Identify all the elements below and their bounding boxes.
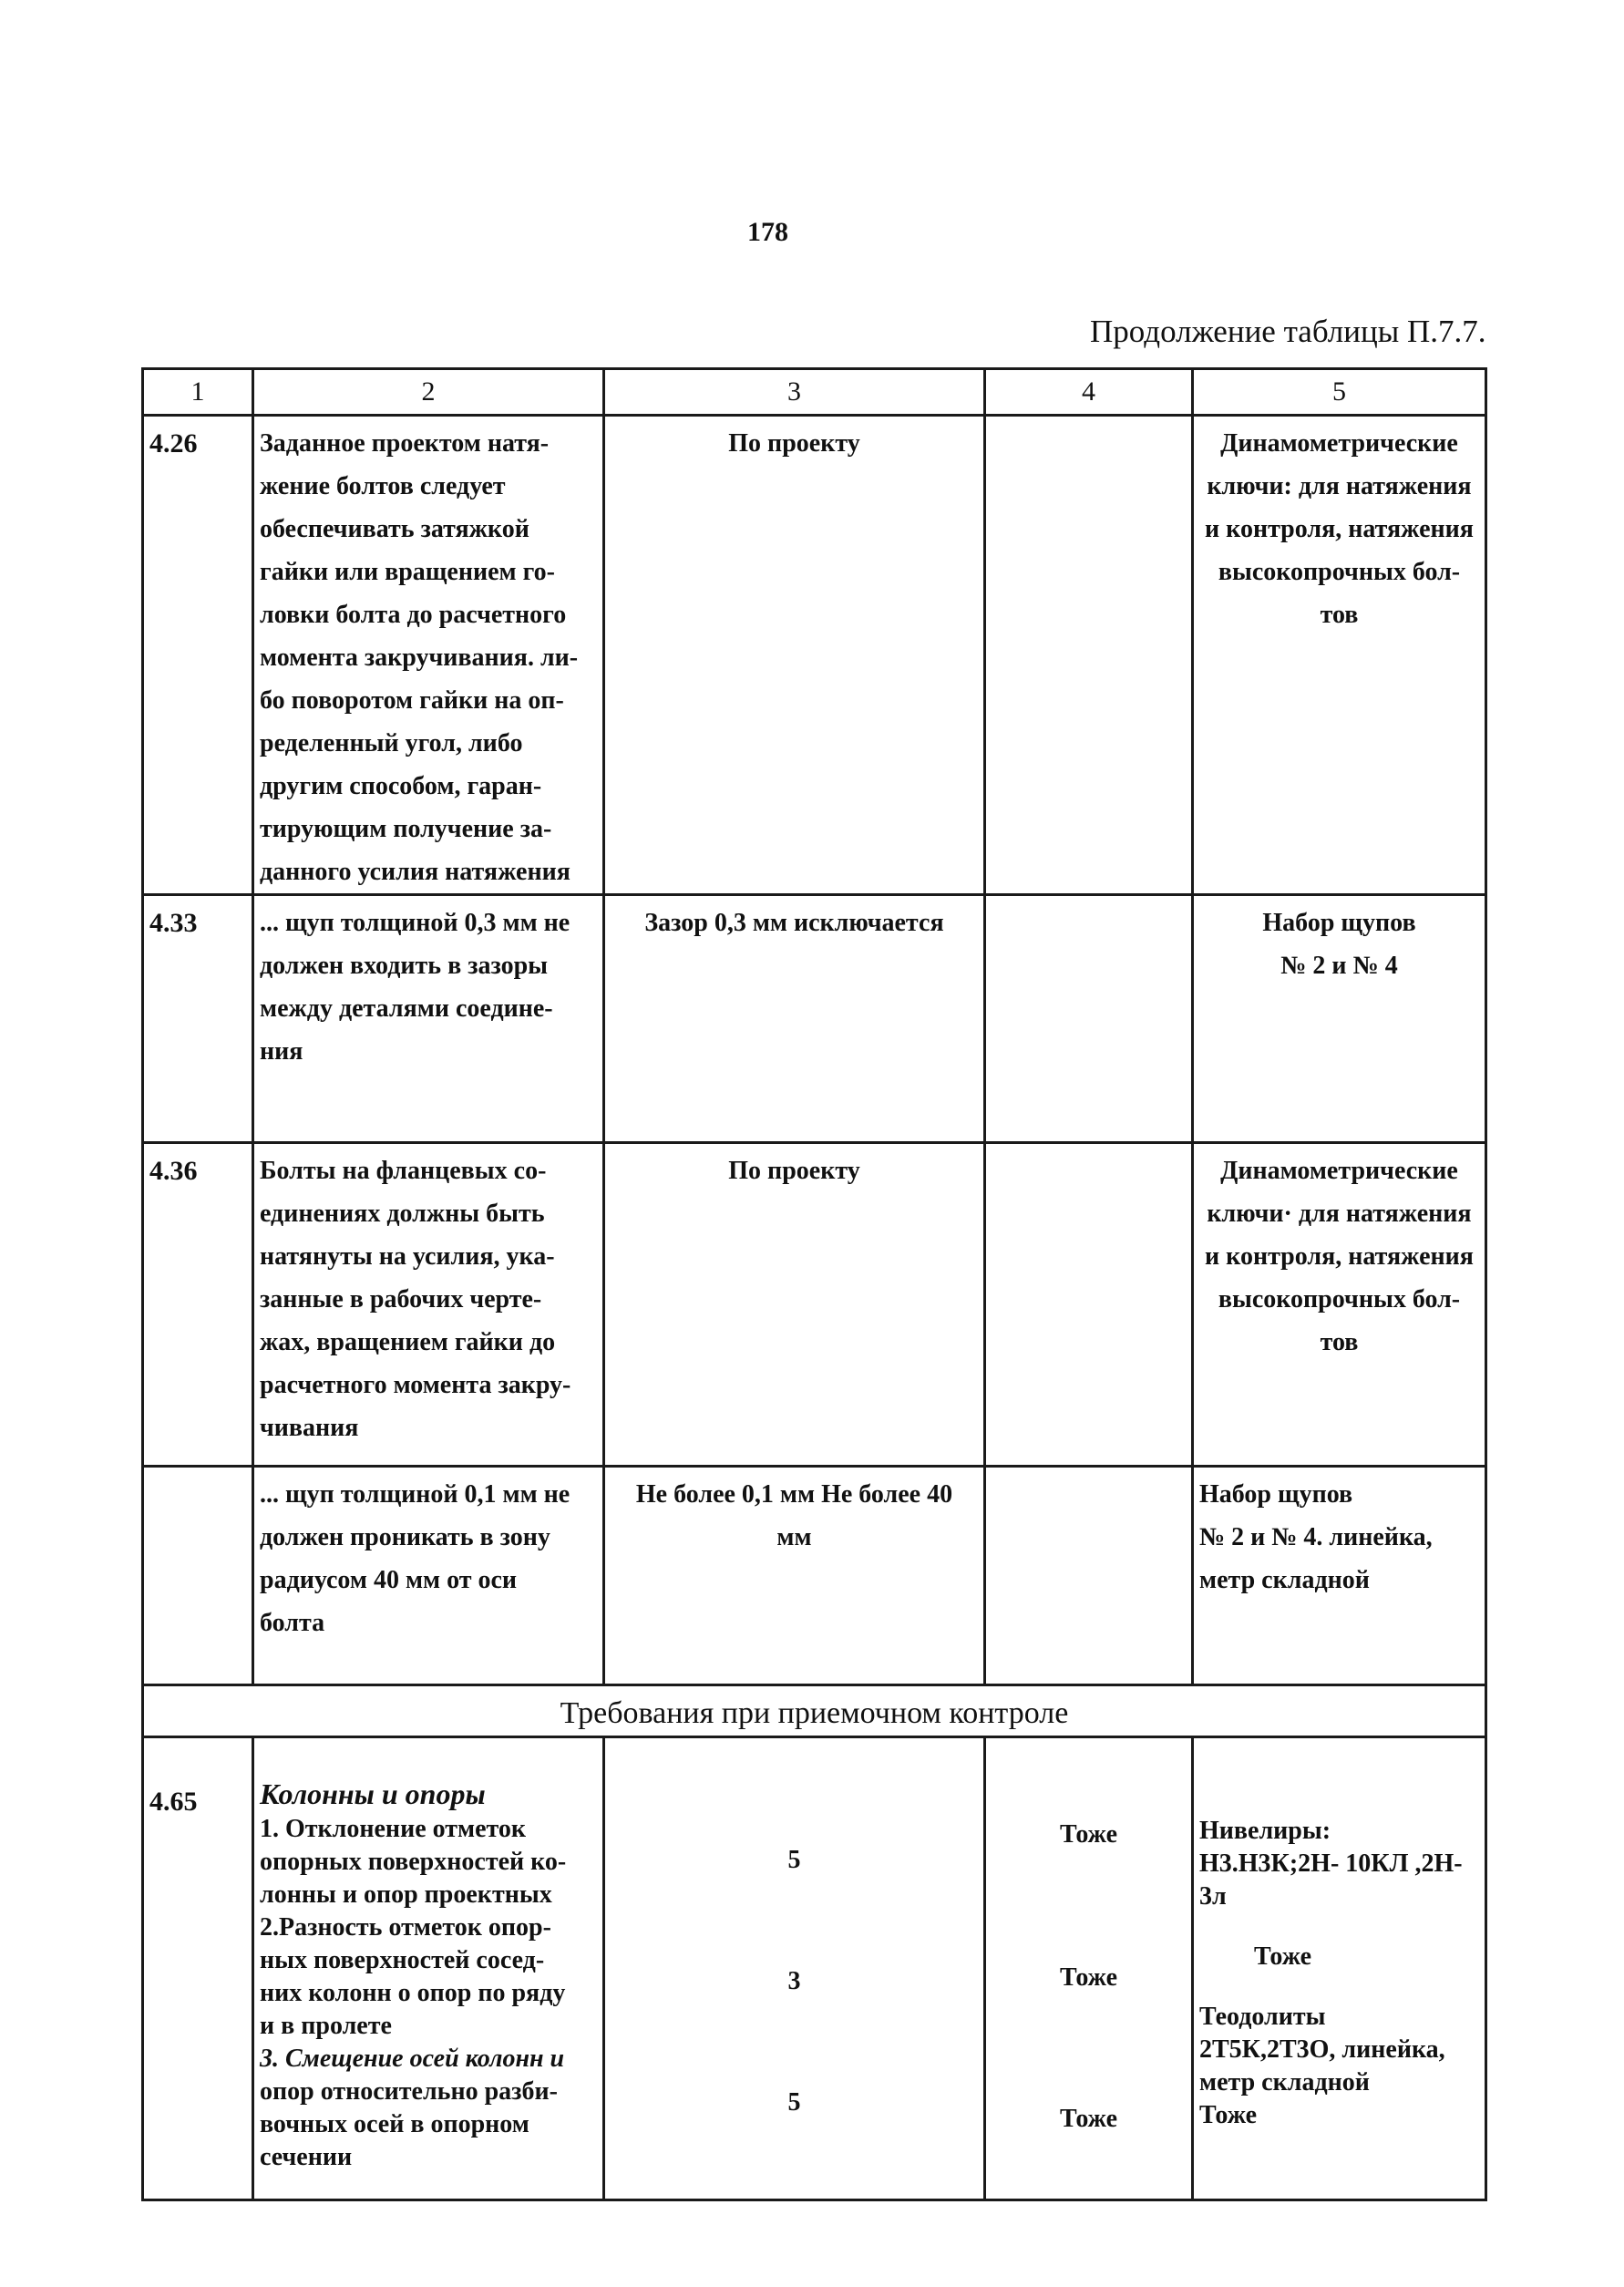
- instruments: [1193, 1143, 1486, 1467]
- requirement-text: [253, 1467, 604, 1685]
- row-number: [143, 1467, 253, 1685]
- text-line: чивания: [260, 1414, 359, 1442]
- text-line: метр складной: [1199, 2068, 1370, 2096]
- text-line: Тоже: [1254, 1942, 1312, 1971]
- control-method: Тоже: [1059, 2105, 1118, 2133]
- instruments: [1193, 416, 1486, 895]
- text-line: ловки болта до расчетного: [260, 601, 567, 629]
- text-line: вочных осей в опорном: [260, 2110, 529, 2138]
- text-line: между деталями соедине-: [260, 994, 553, 1023]
- text-line: болта: [260, 1609, 325, 1637]
- control-method: Тоже: [1059, 1820, 1118, 1849]
- text-line: единениях должны быть: [260, 1200, 545, 1228]
- requirement-text: [253, 895, 604, 1143]
- table-row: [143, 1467, 1486, 1685]
- text-line: ... щуп толщиной 0,3 мм не: [260, 909, 570, 937]
- header-col-2: 2: [253, 369, 604, 416]
- table-caption: Продолжение таблицы П.7.7.: [1090, 314, 1486, 349]
- tolerance-value: По проекту: [604, 416, 985, 895]
- text-line: и контроля, натяжения: [1205, 515, 1474, 543]
- table-row: [143, 1143, 1486, 1467]
- text-line: Нивелиры:: [1199, 1817, 1331, 1845]
- text-line: Не более 0,1 мм Не более 40: [635, 1480, 953, 1509]
- text-line: опорных поверхностей ко-: [260, 1848, 567, 1876]
- text-line: Заданное проектом натя-: [260, 429, 550, 458]
- text-line: тов: [1320, 601, 1359, 629]
- text-line: жение болтов следует: [260, 472, 506, 500]
- text-line: Н3.Н3К;2Н- 10КЛ ,2Н-: [1199, 1849, 1463, 1878]
- tolerance-value: Зазор 0,3 мм исключается: [604, 895, 985, 1143]
- table-row: [143, 416, 1486, 895]
- row-number: 4.36: [143, 1143, 253, 1467]
- instruments: [1193, 895, 1486, 1143]
- text-line: Болты на фланцевых со-: [260, 1157, 547, 1185]
- text-line: лонны и опор проектных: [260, 1880, 552, 1909]
- tolerance-value: [604, 1467, 985, 1685]
- text-line: № 2 и № 4: [1280, 952, 1398, 980]
- header-col-5: 5: [1193, 369, 1486, 416]
- row-heading: Колонны и опоры: [260, 1777, 486, 1810]
- instruments: [1193, 1737, 1486, 2200]
- text-line: мм: [776, 1523, 812, 1551]
- text-line: момента закручивания. ли-: [260, 644, 579, 672]
- text-line: другим способом, гаран-: [260, 772, 542, 800]
- text-line: натянуты на усилия, ука-: [260, 1242, 555, 1271]
- control-methods: [985, 1737, 1193, 2200]
- requirement-text: [253, 416, 604, 895]
- text-line: обеспечивать затяжкой: [260, 515, 529, 543]
- control-method: [985, 416, 1193, 895]
- text-line: данного усилия натяжения: [260, 858, 570, 886]
- text-line: Динамометрические: [1220, 1157, 1458, 1185]
- text-line: и в пролете: [260, 2012, 392, 2040]
- table-row: [143, 1737, 1486, 2200]
- text-line: ключи: для натяжения: [1207, 472, 1472, 500]
- tolerance-value: По проекту: [604, 1143, 985, 1467]
- text-line: высокопрочных бол-: [1218, 1285, 1461, 1313]
- text-line: 2.Разность отметок опор-: [260, 1913, 551, 1942]
- text-line: ключи· для натяжения: [1207, 1200, 1472, 1228]
- text-line: ... щуп толщиной 0,1 мм не: [260, 1480, 570, 1509]
- text-line: и контроля, натяжения: [1205, 1242, 1474, 1271]
- text-line: ния: [260, 1037, 303, 1066]
- text-line: тирующим получение за-: [260, 815, 552, 843]
- row-number: 4.33: [143, 895, 253, 1143]
- text-line: Набор щупов: [1199, 1480, 1353, 1509]
- requirements-table: [141, 367, 1487, 2201]
- control-method: Тоже: [1059, 1963, 1118, 1992]
- text-line: Тоже: [1199, 2101, 1258, 2129]
- text-line: 2Т5К,2Т3О, линейка,: [1199, 2035, 1445, 2064]
- text-line: ных поверхностей сосед-: [260, 1946, 545, 1974]
- tolerance-value: 5: [787, 1846, 801, 1874]
- table-row: [143, 895, 1486, 1143]
- header-col-3: 3: [604, 369, 985, 416]
- text-line: расчетного момента закру-: [260, 1371, 571, 1399]
- tolerance-value: 5: [787, 2088, 801, 2117]
- section-title: Требования при приемочном контроле: [143, 1685, 1486, 1737]
- text-line: высокопрочных бол-: [1218, 558, 1461, 586]
- text-line: 1. Отклонение отметок: [260, 1815, 527, 1843]
- text-line: них колонн о опор по ряду: [260, 1979, 566, 2007]
- text-line: № 2 и № 4. линейка,: [1199, 1523, 1433, 1551]
- requirement-text: [253, 1143, 604, 1467]
- tolerance-values: [604, 1737, 985, 2200]
- text-line: опор относительно разби-: [260, 2077, 558, 2106]
- header-col-1: 1: [143, 369, 253, 416]
- row-number: 4.26: [143, 416, 253, 895]
- text-line: сечении: [260, 2143, 353, 2171]
- text-line: должен входить в зазоры: [260, 952, 548, 980]
- text-line: тов: [1320, 1328, 1359, 1356]
- control-method: [985, 895, 1193, 1143]
- row-number: 4.65: [143, 1737, 253, 2200]
- text-line: Набор щупов: [1262, 909, 1416, 937]
- header-row: [143, 369, 1486, 416]
- tolerance-value: 3: [787, 1967, 801, 1995]
- page-number: 178: [747, 217, 788, 247]
- instruments: [1193, 1467, 1486, 1685]
- text-line: должен проникать в зону: [260, 1523, 550, 1551]
- text-line: метр складной: [1199, 1566, 1370, 1594]
- text-line: бо поворотом гайки на оп-: [260, 686, 564, 715]
- text-line: радиусом 40 мм от оси: [260, 1566, 518, 1594]
- control-method: [985, 1467, 1193, 1685]
- text-line: Теодолиты: [1199, 2003, 1326, 2031]
- section-header-row: [143, 1685, 1486, 1737]
- header-col-4: 4: [985, 369, 1193, 416]
- text-line: жах, вращением гайки до: [260, 1328, 556, 1356]
- text-line: 3. Смещение осей колонн и: [260, 2045, 565, 2073]
- requirement-text: [253, 1737, 604, 2200]
- text-line: ределенный угол, либо: [260, 729, 523, 757]
- text-line: гайки или вращением го-: [260, 558, 555, 586]
- text-line: Динамометрические: [1220, 429, 1458, 458]
- control-method: [985, 1143, 1193, 1467]
- text-line: занные в рабочих черте-: [260, 1285, 542, 1313]
- text-line: 3л: [1199, 1882, 1227, 1911]
